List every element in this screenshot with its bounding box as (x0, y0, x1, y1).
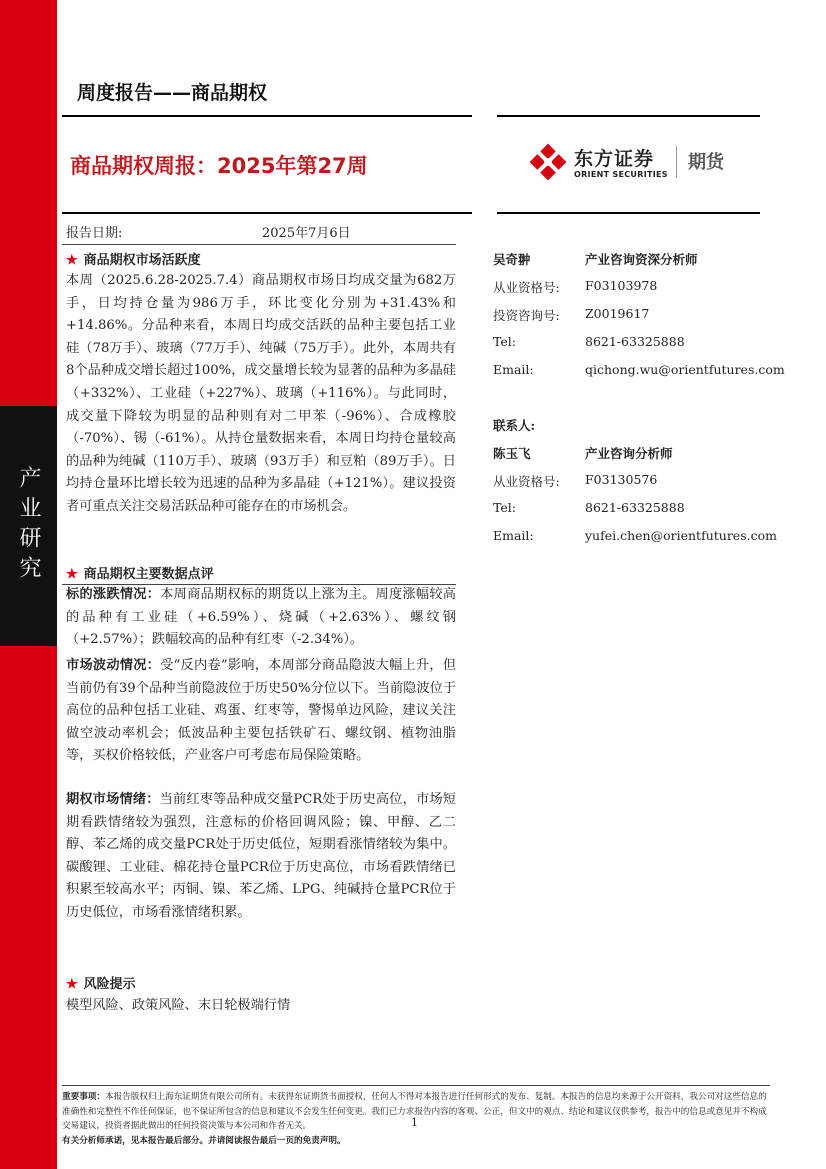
section-heading-text: 风险提示 (83, 977, 136, 992)
header-rule-left (62, 115, 472, 117)
section-heading-text: 商品期权主要数据点评 (83, 567, 214, 582)
disclaimer-label: 重要事项： (62, 1092, 105, 1102)
section-heading-risk (66, 973, 136, 992)
analyst-title: 产业咨询资深分析师 (585, 252, 698, 267)
section-heading-text: 商品期权市场活跃度 (83, 253, 201, 268)
report-date-label: 报告日期: (66, 226, 123, 241)
analyst-email[interactable]: qichong.wu@orientfutures.com (585, 362, 785, 377)
report-date (66, 222, 456, 241)
sentiment-text: 当前红枣等品种成交量PCR处于历史高位，市场短期看跌情绪较为强烈，注意标的价格回调风险；镍、甲醇、乙二醇、苯乙烯的成交量PCR处于历史低位，短期看涨情绪较为集中。碳酸锂、工业硅、棉花持仓量PCR位于历史高位，市场看跌情绪已积累至较高水平；丙铜、镍、苯乙烯、LPG、纯碱持仓量PCR位于历史低位，市场看涨情绪积累。 (66, 792, 456, 920)
contact-heading: 联系人: (493, 418, 536, 433)
report-date-value: 2025年7月6日 (262, 226, 351, 241)
volatility-label: 市场波动情况： (66, 658, 161, 673)
analyst-field-label: Tel: (493, 334, 516, 349)
analyst-field-value: Z0019617 (585, 306, 650, 321)
contact-field-value: F03130576 (585, 472, 658, 487)
star-icon: ★ (66, 977, 78, 992)
analyst-name: 吴奇翀 (493, 252, 531, 267)
date-rule-right (497, 212, 760, 214)
contact-field-label: 从业资格号: (493, 474, 560, 489)
activity-paragraph: 本周（2025.6.28-2025.7.4）商品期权市场日均成交量为682万手，日均持仓量为986万手，环比变化分别为+31.43%和+14.86%。分品种来看，本周日均成交活跃的品种主要包括工业硅（78万手）、玻璃（77万手）、纯碱（75万手）。此外，本周共有8个品种成交增长超过100%，成交量增长较为显著的品种为多晶硅（+332%）、工业硅（+227%）、玻璃（+116%）。与此同时，成交量下降较为明显的品种则有对二甲苯（-96%）、合成橡胶（-70%）、锡（-61%）。从持仓量数据来看，本周日均持仓量较高的品种为纯碱（110万手）、玻璃（93万手）和豆粕（89万手）。日均持仓量环比增长较为迅速的品种为多晶硅（+121%）。建议投资者可重点关注交易活跃品种可能存在的市场机会。 (66, 273, 456, 514)
star-icon: ★ (66, 567, 78, 582)
review-price-paragraph (66, 584, 456, 652)
footer-rule (62, 1085, 770, 1086)
logo-name-cn: 东方证券 (574, 148, 655, 170)
star-icon: ★ (66, 253, 78, 268)
page-number: 1 (411, 1116, 418, 1129)
contact-field-label: Tel: (493, 500, 516, 515)
section-heading-activity (66, 249, 201, 268)
contact-field-value: 8621-63325888 (585, 500, 685, 515)
logo-name-en: ORIENT SECURITIES (574, 170, 668, 179)
company-logo (528, 142, 768, 184)
sentiment-label: 期权市场情绪： (66, 792, 160, 807)
page-title: 商品期权周报：2025年第27周 (70, 154, 368, 178)
logo-mark-icon (528, 142, 568, 182)
contact-email[interactable]: yufei.chen@orientfutures.com (585, 528, 777, 543)
contact-title: 产业咨询分析师 (585, 446, 673, 461)
contact-name: 陈玉飞 (493, 446, 531, 461)
analyst-field-label: 投资咨询号: (493, 308, 560, 323)
report-type: 周度报告——商品期权 (77, 82, 268, 104)
date-rule (62, 212, 472, 214)
disclaimer-text: 本报告版权归上海东证期货有限公司所有。未获得东证期货书面授权，任何人不得对本报告进行任何形式的发布、复制。本报告的信息均来源于公开资料，我公司对这些信息的准确性和完整性不作任何保证，也不保证所包含的信息和建议不会发生任何变更。我们已力求报告内容的客观、公正，但文中的观点、结论和建议仅供参考，报告中的信息或意见并不构成交易建议，投资者据此做出的任何投资决策与本公司和作者无关。 (62, 1092, 767, 1131)
header-rule-right (497, 115, 760, 117)
analyst-field-value: F03103978 (585, 278, 658, 293)
analyst-field-label: 从业资格号: (493, 280, 560, 295)
review-sentiment-paragraph (66, 789, 456, 925)
price-text: 本周商品期权标的期货以上涨为主。周度涨幅较高的品种有工业硅（+6.59%）、烧碱（+2.63%）、螺纹钢（+2.57%）；跌幅较高的品种有红枣（-2.34%）。 (66, 587, 456, 648)
price-label: 标的涨跌情况： (66, 587, 161, 602)
review-volatility-paragraph (66, 655, 456, 768)
side-label-text: 产业研究 (16, 466, 41, 586)
contact-field-label: Email: (493, 528, 534, 543)
analyst-field-value: 8621-63325888 (585, 334, 685, 349)
date-underline (62, 244, 456, 245)
risk-text: 模型风险、政策风险、末日轮极端行情 (66, 998, 291, 1013)
logo-sub-label: 期货 (688, 152, 724, 173)
section-category-label (0, 406, 57, 646)
analyst-card (493, 250, 785, 390)
volatility-text: 受“反内卷”影响，本周部分商品隐波大幅上升，但当前仍有39个品种当前隐波位于历史50%分位以下。当前隐波位于高位的品种包括工业硅、鸡蛋、红枣等，警惕单边风险，建议关注做空波动率机会；低波品种主要包括铁矿石、螺纹钢、植物油脂等，买权价格较低，产业客户可考虑布局保险策略。 (66, 658, 457, 764)
logo-divider (676, 146, 677, 178)
disclaimer-note: 有关分析师承诺，见本报告最后部分。并请阅读报告最后一页的免责声明。 (62, 1135, 346, 1146)
analyst-field-label: Email: (493, 362, 534, 377)
section-heading-review (66, 563, 214, 582)
contact-card (493, 416, 777, 556)
